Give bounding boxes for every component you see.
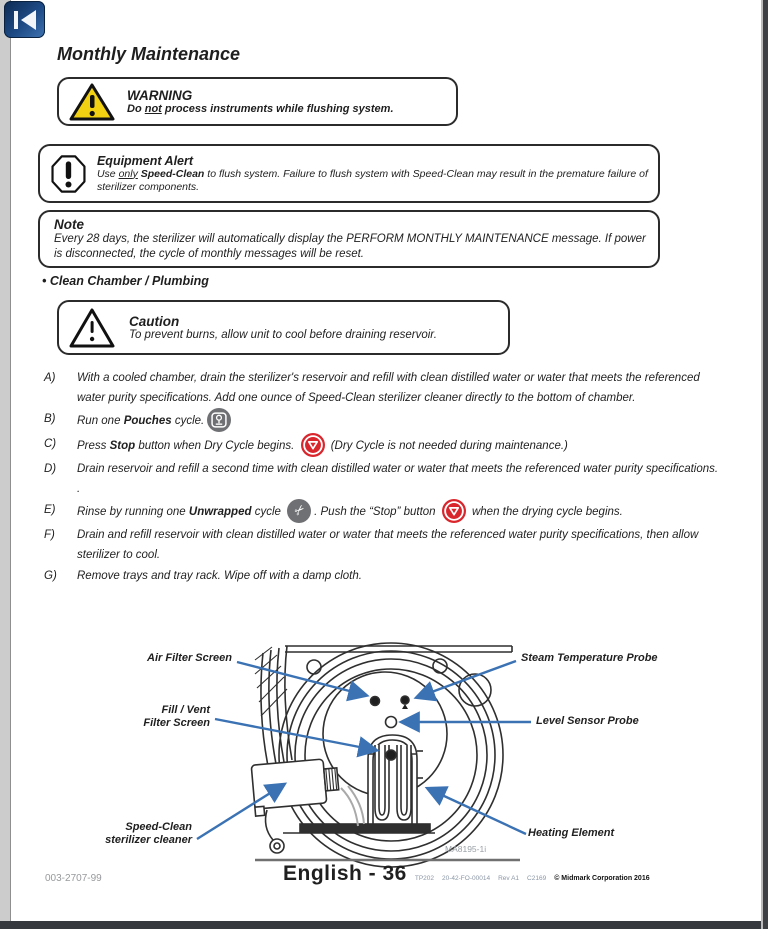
- step-d: D) Drain reservoir and refill a second time with clean distilled water or water that meets the referenced water purity specifications. .: [44, 463, 719, 495]
- footer-meta-docid: 20-42-FO-00014: [442, 875, 491, 882]
- figure-id: MA8195-1i: [445, 844, 487, 854]
- equipment-alert-box: [38, 144, 660, 203]
- pouches-cycle-icon: [207, 408, 231, 432]
- warning-body: Do not process instruments while flushing system.: [127, 103, 394, 115]
- octagon-alert-icon: [50, 150, 87, 198]
- step-a: A) With a cooled chamber, drain the sterilizer's reservoir and refill with clean distilled water or water that meets the referenced water purity specifications. Add one ounce of Speed-Clean sterilizer cleaner directly to the bottom of chamber.: [44, 372, 700, 404]
- stop-button-icon: [442, 499, 466, 523]
- equipment-alert-body: Use only Speed-Clean to flush system. Failure to flush system with Speed-Clean may result in the premature failure of sterilizer components.: [96, 167, 648, 193]
- caution-heading: Caution: [129, 314, 180, 329]
- page-number-label: English - 36: [283, 862, 407, 885]
- copyright: © Midmark Corporation 2016: [554, 875, 650, 882]
- warning-heading: WARNING: [127, 88, 193, 103]
- section-heading: • Clean Chamber / Plumbing: [42, 274, 209, 288]
- step-b: B) Run one Pouches cycle.: [44, 409, 722, 433]
- label-air-filter-screen: Air Filter Screen: [147, 652, 232, 664]
- equipment-alert-heading: Equipment Alert: [96, 153, 194, 168]
- stop-button-icon: [301, 433, 325, 457]
- label-steam-temperature-probe: Steam Temperature Probe: [521, 652, 658, 664]
- page-title: Monthly Maintenance: [57, 44, 241, 64]
- page-edge-left: [0, 0, 11, 929]
- label-fill-vent-filter-screen: Fill / Vent Filter Screen: [143, 704, 210, 729]
- caution-triangle-icon: [69, 307, 115, 349]
- speed-clean-arrow: [197, 785, 283, 839]
- procedure-steps: [44, 368, 722, 587]
- step-g: G) Remove trays and tray rack. Wipe off with a damp cloth.: [44, 570, 362, 582]
- step-e: E) Rinse by running one Unwrapped cycle ✂ . Push the “Stop” button when the drying cycle begins.: [44, 500, 722, 524]
- footer: [283, 862, 650, 886]
- note-box: [38, 210, 660, 268]
- label-level-sensor-probe: Level Sensor Probe: [536, 715, 639, 727]
- document-number: 003-2707-99: [45, 873, 102, 884]
- back-button[interactable]: [4, 1, 45, 38]
- back-arrow-icon: [21, 10, 36, 30]
- footer-meta-tp: TP202: [414, 875, 435, 882]
- unwrapped-cycle-icon: [287, 499, 311, 523]
- page-edge-right: [761, 0, 768, 929]
- skip-back-icon: [14, 11, 18, 29]
- chamber-diagram: [55, 638, 725, 878]
- label-heating-element: Heating Element: [528, 827, 615, 839]
- footer-meta-code: C2169: [527, 875, 547, 882]
- step-f: F) Drain and refill reservoir with clean distilled water or water that meets the referenced water purity specifications, then allow sterilizer to cool.: [44, 529, 699, 561]
- air-filter-arrow: [237, 662, 365, 695]
- warning-box: [57, 77, 458, 126]
- page-edge-bottom: [0, 921, 768, 929]
- note-body: Every 28 days, the sterilizer will automatically display the PERFORM MONTHLY MAINTENANCE message. If power is disconnected, the cycle of monthly messages will be reset.: [54, 233, 646, 260]
- caution-box: [57, 300, 510, 355]
- warning-triangle-icon: [69, 82, 115, 122]
- footer-meta-rev: Rev A1: [498, 875, 520, 882]
- svg-text:✂: ✂: [289, 501, 308, 520]
- caution-body: To prevent burns, allow unit to cool before draining reservoir.: [129, 329, 437, 341]
- step-c: C) Press Stop button when Dry Cycle begins. (Dry Cycle is not needed during maintenance.): [44, 434, 722, 458]
- note-heading: Note: [54, 217, 84, 232]
- label-speed-clean-cleaner: Speed-Clean sterilizer cleaner: [105, 821, 192, 846]
